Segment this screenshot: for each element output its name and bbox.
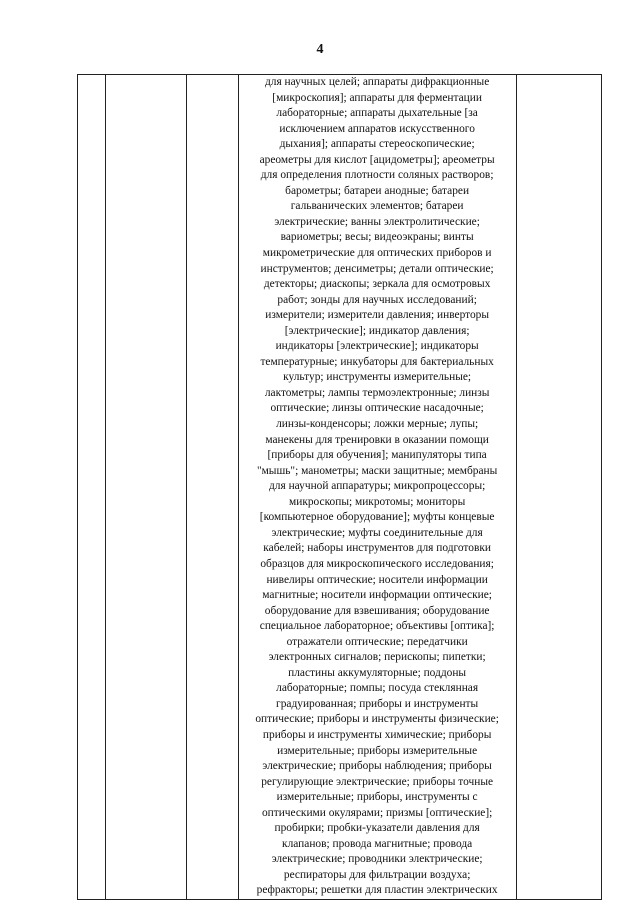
goods-line: гальванических элементов; батареи bbox=[290, 200, 464, 213]
goods-line: для научных целей; аппараты дифракционные bbox=[264, 76, 490, 88]
goods-line: дыхания]; аппараты стереоскопические; bbox=[279, 138, 475, 151]
goods-line: специальное лабораторное; объективы [оптика]; bbox=[259, 620, 495, 633]
goods-line: инструментов; денсиметры; детали оптические; bbox=[260, 262, 494, 275]
goods-line: градуированная; приборы и инструменты bbox=[276, 697, 479, 710]
goods-line: для определения плотности соляных растворов; bbox=[260, 169, 494, 182]
goods-line: оборудование для взвешивания; оборудование bbox=[264, 604, 490, 617]
goods-line: лабораторные; помпы; посуда стеклянная bbox=[276, 682, 479, 695]
goods-line: нивелиры оптические; носители информации bbox=[266, 573, 488, 586]
goods-line: работ; зонды для научных исследований; bbox=[277, 293, 477, 306]
goods-line: детекторы; диаскопы; зеркала для осмотровых bbox=[263, 278, 491, 291]
goods-line: кабелей; наборы инструментов для подготовки bbox=[263, 542, 491, 555]
goods-line: для научной аппаратуры; микропроцессоры; bbox=[269, 480, 486, 493]
table-cell-b bbox=[106, 75, 186, 900]
goods-line: измерители; измерители давления; инверторы bbox=[265, 309, 489, 322]
goods-line: электронных сигналов; перископы; пипетки; bbox=[268, 651, 486, 664]
table-row bbox=[78, 75, 602, 900]
goods-line: микрометрические для оптических приборов и bbox=[262, 247, 492, 260]
goods-line: измерительные; приборы, инструменты с bbox=[276, 791, 478, 804]
goods-line: электрические; ванны электролитические; bbox=[274, 215, 480, 228]
goods-list-cell bbox=[238, 75, 516, 900]
goods-line: [электрические]; индикатор давления; bbox=[284, 324, 470, 337]
goods-line: оптические; линзы оптические насадочные; bbox=[270, 402, 484, 415]
goods-line: клапанов; провода магнитные; провода bbox=[282, 837, 473, 850]
goods-line: приборы и инструменты химические; приборы bbox=[262, 728, 492, 741]
goods-line: [микроскопия]; аппараты для ферментации bbox=[272, 91, 482, 104]
goods-line: барометры; батареи анодные; батареи bbox=[285, 184, 470, 197]
goods-line: исключением аппаратов искусственного bbox=[279, 122, 475, 135]
goods-line: "мышь"; манометры; маски защитные; мембраны bbox=[256, 464, 498, 477]
page-number: 4 bbox=[316, 42, 324, 57]
goods-line: измерительные; приборы измерительные bbox=[277, 744, 478, 757]
goods-line: [приборы для обучения]; манипуляторы типа bbox=[267, 449, 487, 462]
goods-line: пробирки; пробки-указатели давления для bbox=[274, 822, 480, 835]
goods-line: оптическими окулярами; призмы [оптические]; bbox=[261, 806, 493, 819]
goods-line: оптические; приборы и инструменты физические; bbox=[255, 713, 499, 726]
table-cell-class bbox=[186, 75, 238, 900]
goods-line: лактометры; лампы термоэлектронные; линзы bbox=[264, 386, 490, 399]
goods-line: температурные; инкубаторы для бактериальных bbox=[260, 355, 494, 368]
goods-line: респираторы для фильтрации воздуха; bbox=[283, 868, 471, 881]
goods-line: электрические; муфты соединительные для bbox=[271, 526, 483, 539]
goods-line: электрические; проводники электрические; bbox=[271, 853, 483, 866]
goods-line: манекены для тренировки в оказании помощи bbox=[265, 433, 489, 446]
goods-line: отражатели оптические; передатчики bbox=[286, 635, 468, 648]
goods-line: индикаторы [электрические]; индикаторы bbox=[275, 340, 479, 353]
goods-line: образцов для микроскопического исследования; bbox=[260, 557, 494, 570]
goods-line: рефракторы; решетки для пластин электрических bbox=[256, 884, 498, 897]
goods-line: микроскопы; микротомы; мониторы bbox=[289, 495, 466, 508]
table-cell-e bbox=[516, 75, 601, 900]
goods-line: лабораторные; аппараты дыхательные [за bbox=[276, 107, 478, 120]
goods-line: пластины аккумуляторные; поддоны bbox=[288, 666, 467, 679]
goods-line: линзы-конденсоры; ложки мерные; лупы; bbox=[276, 418, 479, 431]
goods-line: магнитные; носители информации оптические; bbox=[262, 589, 492, 602]
goods-line: культур; инструменты измерительные; bbox=[283, 371, 472, 384]
table-cell-number bbox=[78, 75, 106, 900]
goods-line: вариометры; весы; видеоэкраны; винты bbox=[280, 231, 474, 244]
goods-line: [компьютерное оборудование]; муфты концевые bbox=[259, 511, 495, 524]
goods-line: ареометры для кислот [ацидометры]; ареометры bbox=[259, 153, 495, 166]
goods-table bbox=[77, 74, 602, 900]
goods-line: регулирующие электрические; приборы точные bbox=[261, 775, 494, 788]
goods-line: электрические; приборы наблюдения; приборы bbox=[262, 760, 492, 773]
